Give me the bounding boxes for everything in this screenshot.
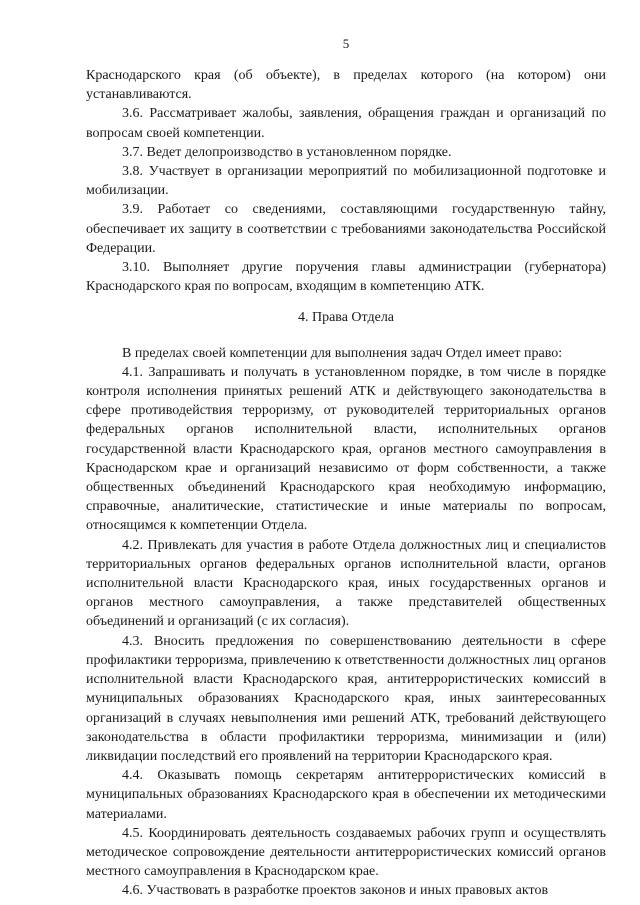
paragraph-4-4: 4.4. Оказывать помощь секретарям антитеррористических комиссий в муниципальных образованиях Краснодарского края в обеспечении их методическими материалами.: [86, 768, 606, 822]
page-number: 5: [342, 36, 350, 51]
paragraph-3-7: 3.7. Ведет делопроизводство в установленном порядке.: [122, 144, 452, 160]
document-page: [86, 36, 606, 901]
section-heading: 4. Права Отдела: [297, 310, 395, 326]
paragraph-4-2: 4.2. Привлекать для участия в работе Отдела должностных лиц и специалистов территориальных органов федеральных органов исполнительной власти, органов исполнительной власти Краснодарского края, иных государственных органов и органов местного самоуправления, а также представителей общественных объединений и организаций (с их согласия).: [86, 537, 606, 630]
paragraph-4-1: 4.1. Запрашивать и получать в установленном порядке, в том числе в порядке контроля исполнения принятых решений АТК и действующего законодательства в сфере противодействия терроризму, от руководителей территориальных органов федеральных органов исполнительной власти, исполнительных органов государственной власти Краснодарского края, органов местного самоуправления в Краснодарском крае и организаций независимо от форм собственности, а также общественных объединений Краснодарского края необходимую информацию, справочные, аналитические, статистические и иные материалы по вопросам, относящимся к компетенции Отдела.: [86, 364, 606, 534]
paragraph-3-8: 3.8. Участвует в организации мероприятий по мобилизационной подготовке и мобилизации.: [86, 164, 606, 199]
paragraph-4-5: 4.5. Координировать деятельность создаваемых рабочих групп и осуществлять методическое сопровождение деятельности антитеррористических комиссий органов местного самоуправления в Краснодарском крае.: [86, 825, 606, 880]
paragraph-4-3: 4.3. Вносить предложения по совершенствованию деятельности в сфере профилактики терроризма, привлечению к ответственности должностных лиц органов исполнительной власти Краснодарского края, антитеррористических комиссий в муниципальных образованиях Краснодарского края, иных заинтересованных организаций в случаях невыполнения ими решений АТК, требований действующего законодательства в области профилактики терроризма, минимизации и (или) ликвидации последствий его проявлений на территории Краснодарского края.: [86, 633, 606, 764]
paragraph-3-6: 3.6. Рассматривает жалобы, заявления, обращения граждан и организаций по вопросам своей компетенции.: [86, 106, 606, 141]
paragraph-3-10: 3.10. Выполняет другие поручения главы администрации (губернатора) Краснодарского края по вопросам, входящим в компетенцию АТК.: [86, 260, 606, 295]
paragraph-3-9: 3.9. Работает со сведениями, составляющими государственную тайну, обеспечивает их защиту в соответствии с требованиями законодательства Российской Федерации.: [86, 202, 606, 256]
section-intro: В пределах своей компетенции для выполнения задач Отдел имеет право:: [122, 345, 563, 361]
paragraph-continuation: Краснодарского края (об объекте), в пределах которого (на котором) они устанавливаются.: [86, 68, 606, 103]
paragraph-4-6: 4.6. Участвовать в разработке проектов законов и иных правовых актов: [122, 883, 549, 899]
